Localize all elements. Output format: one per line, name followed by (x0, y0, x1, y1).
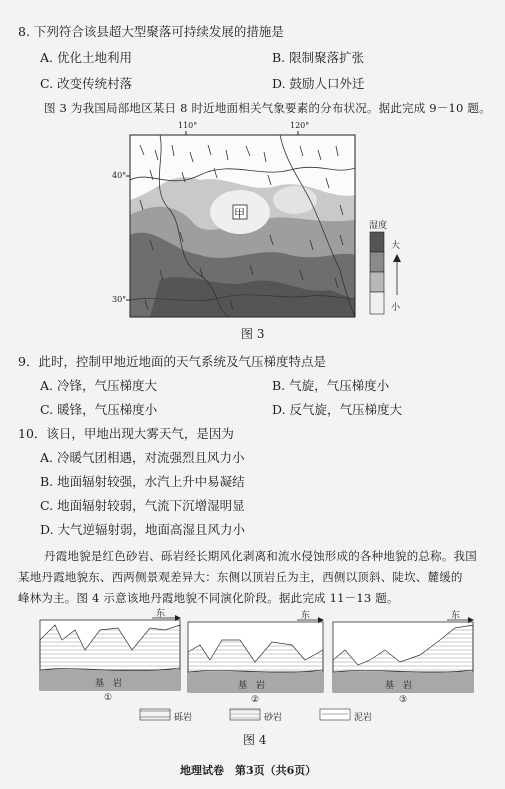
q9-option-d: D. 反气旋，气压梯度大 (272, 402, 403, 417)
legend-conglomerate: 砾岩 (174, 713, 193, 723)
bedrock-label-1: 基 岩 (95, 679, 123, 689)
q10-option-d: D. 大气逆辐射弱，地面高湿且风力小 (40, 522, 246, 537)
intro-9-10: 图 3 为我国局部地区某日 8 时近地面相关气象要素的分布状况。据此完成 9－10 题。 (44, 101, 491, 115)
figure-3-caption: 图 3 (241, 327, 265, 341)
q8-option-a: A. 优化土地利用 (40, 50, 132, 65)
lon-label-110: 110° (178, 121, 198, 130)
bedrock-label-2: 基 岩 (238, 681, 266, 691)
bedrock-label-3: 基 岩 (385, 681, 413, 691)
q9-option-b: B. 气旋，气压梯度小 (272, 378, 390, 393)
page-footer: 地理试卷 第3页（共6页） (180, 764, 317, 777)
legend-mudstone: 泥岩 (354, 713, 373, 723)
legend-title-humidity: 湿度 (369, 221, 388, 231)
stage-label-2: ② (251, 695, 260, 705)
legend-low: 小 (391, 303, 401, 313)
q9-option-a: A. 冷锋，气压梯度大 (40, 378, 157, 393)
intro-11-13-line2: 某地丹霞地貌东、西两侧景观差异大：东侧以顶岩丘为主，西侧以顶斜、陡坎、麓缓的 (18, 570, 463, 584)
q8-option-d: D. 鼓励人口外迁 (272, 76, 365, 91)
q8-option-b: B. 限制聚落扩张 (272, 50, 365, 65)
east-label-2: 东 (301, 611, 311, 621)
q10-option-a: A. 冷暖气团相遇，对流强烈且风力小 (40, 450, 245, 465)
east-label-1: 东 (156, 609, 166, 619)
stage-label-3: ③ (399, 695, 408, 705)
q9-stem: 9．此时，控制甲地近地面的天气系统及气压梯度特点是 (18, 354, 326, 369)
figure-4-caption: 图 4 (243, 733, 267, 747)
legend-high: 大 (391, 241, 401, 251)
q8-option-c: C. 改变传统村落 (40, 76, 133, 91)
q10-option-b: B. 地面辐射较强，水汽上升中易凝结 (40, 474, 245, 489)
stage-label-1: ① (104, 693, 113, 703)
legend-sandstone: 砂岩 (264, 713, 283, 723)
lon-label-120: 120° (290, 121, 310, 130)
lat-label-30: 30° (112, 295, 127, 304)
lat-label-40: 40° (112, 171, 127, 180)
q10-option-c: C. 地面辐射较弱，气流下沉增湿明显 (40, 498, 245, 513)
q9-option-c: C. 暖锋，气压梯度小 (40, 402, 158, 417)
intro-11-13-line1: 丹霞地貌是红色砂岩、砾岩经长期风化剥离和流水侵蚀形成的各种地貌的总称。我国 (44, 549, 477, 563)
intro-11-13-line3: 峰林为主。图 4 示意该地丹霞地貌不同演化阶段。据此完成 11－13 题。 (18, 591, 399, 605)
east-label-3: 东 (451, 611, 461, 621)
q8-stem: 8. 下列符合该县超大型聚落可持续发展的措施是 (18, 24, 284, 39)
q10-stem: 10．该日，甲地出现大雾天气，是因为 (18, 426, 234, 441)
place-jia: 甲 (234, 207, 245, 220)
